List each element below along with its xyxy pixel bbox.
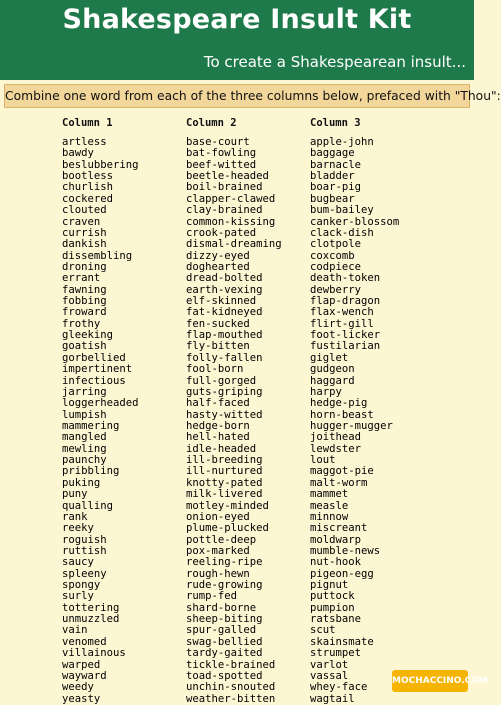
insult-word: giglet	[310, 351, 349, 364]
insult-word: fawning	[62, 283, 107, 296]
insult-word: beef-witted	[186, 158, 257, 171]
insult-word: mammet	[310, 488, 349, 501]
insult-word: cockered	[62, 192, 114, 205]
insult-word: flap-mouthed	[186, 329, 263, 342]
insult-word: tottering	[62, 601, 120, 614]
insult-word: spur-galled	[186, 624, 257, 637]
insult-word: tardy-gaited	[186, 647, 263, 660]
insult-word: dread-bolted	[186, 272, 263, 285]
insult-word: dissembling	[62, 249, 133, 262]
word-list	[186, 137, 282, 705]
insult-word: flap-dragon	[310, 295, 381, 308]
insult-word: churlish	[62, 181, 114, 194]
insult-word: artless	[62, 136, 107, 148]
insult-word: sheep-biting	[186, 613, 263, 626]
insult-word: bat-fowling	[186, 147, 257, 160]
word-column-3	[310, 116, 399, 705]
insult-word: codpiece	[310, 260, 362, 273]
column-heading: Column 3	[310, 117, 361, 129]
insult-word: knotty-pated	[186, 476, 263, 489]
insult-word: pumpion	[310, 601, 355, 614]
insult-word: half-faced	[186, 397, 250, 410]
insult-word: boil-brained	[186, 181, 263, 194]
insult-word: surly	[62, 590, 94, 603]
insult-word: fly-bitten	[186, 340, 250, 353]
insult-word: minnow	[310, 510, 349, 523]
insult-word: apple-john	[310, 136, 374, 148]
insult-word: foot-licker	[310, 329, 381, 342]
site-logo[interactable]: MOCHACCINO.COM	[392, 670, 468, 692]
insult-word: droning	[62, 260, 107, 273]
insult-word: errant	[62, 272, 101, 285]
insult-word: ratsbane	[310, 613, 362, 626]
insult-word: flax-wench	[310, 306, 374, 319]
insult-word: clotpole	[310, 238, 362, 251]
insult-word: spongy	[62, 579, 101, 592]
insult-word: measle	[310, 499, 349, 512]
insult-word: clack-dish	[310, 226, 374, 239]
insult-word: barnacle	[310, 158, 362, 171]
insult-word: beetle-headed	[186, 170, 269, 183]
insult-word: beslubbering	[62, 158, 139, 171]
insult-word: milk-livered	[186, 488, 263, 501]
insult-word: saucy	[62, 556, 94, 569]
insult-word: mammering	[62, 419, 120, 432]
insult-word: unmuzzled	[62, 613, 120, 626]
insult-word: hugger-mugger	[310, 419, 393, 432]
insult-word: venomed	[62, 635, 107, 648]
insult-word: strumpet	[310, 647, 362, 660]
insult-word: common-kissing	[186, 215, 276, 228]
insult-word: craven	[62, 215, 101, 228]
insult-word: pigeon-egg	[310, 567, 374, 580]
page-title: Shakespeare Insult Kit	[62, 4, 412, 35]
insult-word: bootless	[62, 170, 114, 183]
insult-word: coxcomb	[310, 249, 355, 262]
insult-word: mumble-news	[310, 544, 381, 557]
insult-word: weather-bitten	[186, 692, 276, 705]
insult-word: vain	[62, 624, 88, 637]
insult-word: gorbellied	[62, 351, 126, 364]
insult-word: hell-hated	[186, 431, 250, 444]
insult-word: vassal	[310, 669, 349, 682]
insult-word: varlot	[310, 658, 349, 671]
insult-word: roguish	[62, 533, 107, 546]
insult-word: clouted	[62, 204, 107, 217]
insult-word: miscreant	[310, 522, 368, 535]
insult-word: clapper-clawed	[186, 192, 276, 205]
insult-word: pribbling	[62, 465, 120, 478]
insult-word: fustilarian	[310, 340, 381, 353]
word-list	[62, 137, 139, 705]
word-column-2	[186, 116, 282, 705]
insult-word: motley-minded	[186, 499, 269, 512]
insult-word: mangled	[62, 431, 107, 444]
insult-word: froward	[62, 306, 107, 319]
insult-word: rough-hewn	[186, 567, 250, 580]
insult-word: paunchy	[62, 454, 107, 467]
insult-word: qualling	[62, 499, 114, 512]
insult-word: wayward	[62, 669, 107, 682]
insult-word: toad-spotted	[186, 669, 263, 682]
insult-word: maggot-pie	[310, 465, 374, 478]
insult-word: hasty-witted	[186, 408, 263, 421]
insult-word: lewdster	[310, 442, 362, 455]
insult-word: infectious	[62, 374, 126, 387]
insult-word: swag-bellied	[186, 635, 263, 648]
insult-word: weedy	[62, 681, 94, 694]
insult-word: pottle-deep	[186, 533, 257, 546]
insult-word: dankish	[62, 238, 107, 251]
insult-word: fen-sucked	[186, 317, 250, 330]
insult-word: bum-bailey	[310, 204, 374, 217]
insult-word: flirt-gill	[310, 317, 374, 330]
insult-word: onion-eyed	[186, 510, 250, 523]
insult-word: bugbear	[310, 192, 355, 205]
insult-word: guts-griping	[186, 385, 263, 398]
insult-word: ill-breeding	[186, 454, 263, 467]
insult-word: ruttish	[62, 544, 107, 557]
insult-word: mewling	[62, 442, 107, 455]
insult-word: frothy	[62, 317, 101, 330]
insult-word: bladder	[310, 170, 355, 183]
insult-word: harpy	[310, 385, 342, 398]
insult-word: crook-pated	[186, 226, 257, 239]
insult-word: death-token	[310, 272, 381, 285]
insult-word: hedge-pig	[310, 397, 368, 410]
insult-word: full-gorged	[186, 374, 257, 387]
insult-word: baggage	[310, 147, 355, 160]
insult-word: fobbing	[62, 295, 107, 308]
insult-word: horn-beast	[310, 408, 374, 421]
insult-word: pignut	[310, 579, 349, 592]
insult-word: folly-fallen	[186, 351, 263, 364]
insult-word: shard-borne	[186, 601, 257, 614]
insult-word: fool-born	[186, 363, 244, 376]
insult-word: haggard	[310, 374, 355, 387]
insult-word: elf-skinned	[186, 295, 257, 308]
insult-word: puny	[62, 488, 88, 501]
column-heading: Column 1	[62, 117, 113, 129]
insult-word: dizzy-eyed	[186, 249, 250, 262]
insult-word: plume-plucked	[186, 522, 269, 535]
insult-word: bawdy	[62, 147, 94, 160]
insult-word: base-court	[186, 136, 250, 148]
insult-word: goatish	[62, 340, 107, 353]
insult-word: hedge-born	[186, 419, 250, 432]
insult-word: lout	[310, 454, 336, 467]
insult-word: skainsmate	[310, 635, 374, 648]
insult-word: dismal-dreaming	[186, 238, 282, 251]
insult-word: rank	[62, 510, 88, 523]
insult-word: boar-pig	[310, 181, 362, 194]
insult-word: unchin-snouted	[186, 681, 276, 694]
insult-word: reeling-ripe	[186, 556, 263, 569]
insult-word: whey-face	[310, 681, 368, 694]
insult-word: gleeking	[62, 329, 114, 342]
insult-word: fat-kidneyed	[186, 306, 263, 319]
insult-word: malt-worm	[310, 476, 368, 489]
insult-word: puking	[62, 476, 101, 489]
insult-word: puttock	[310, 590, 355, 603]
insult-word: loggerheaded	[62, 397, 139, 410]
insult-word: gudgeon	[310, 363, 355, 376]
insult-word: clay-brained	[186, 204, 263, 217]
insult-word: joithead	[310, 431, 362, 444]
insult-word: moldwarp	[310, 533, 362, 546]
insult-word: ill-nurtured	[186, 465, 263, 478]
insult-word: rump-fed	[186, 590, 238, 603]
insult-word: nut-hook	[310, 556, 362, 569]
insult-word: yeasty	[62, 692, 101, 705]
header-banner	[0, 0, 474, 80]
instruction-box: Combine one word from each of the three columns below, prefaced with "Thou":	[4, 84, 470, 108]
insult-word: spleeny	[62, 567, 107, 580]
insult-word: wagtail	[310, 692, 355, 705]
word-column-1	[62, 116, 139, 705]
insult-word: reeky	[62, 522, 94, 535]
insult-word: earth-vexing	[186, 283, 263, 296]
insult-word: dewberry	[310, 283, 362, 296]
page-subtitle: To create a Shakespearean insult...	[203, 53, 466, 71]
insult-word: impertinent	[62, 363, 133, 376]
word-list	[310, 137, 399, 705]
insult-word: canker-blossom	[310, 215, 400, 228]
insult-word: idle-headed	[186, 442, 257, 455]
insult-word: villainous	[62, 647, 126, 660]
insult-word: currish	[62, 226, 107, 239]
insult-word: scut	[310, 624, 336, 637]
insult-word: warped	[62, 658, 101, 671]
insult-word: lumpish	[62, 408, 107, 421]
column-heading: Column 2	[186, 117, 237, 129]
insult-word: doghearted	[186, 260, 250, 273]
insult-word: tickle-brained	[186, 658, 276, 671]
insult-word: jarring	[62, 385, 107, 398]
insult-word: pox-marked	[186, 544, 250, 557]
insult-word: rude-growing	[186, 579, 263, 592]
